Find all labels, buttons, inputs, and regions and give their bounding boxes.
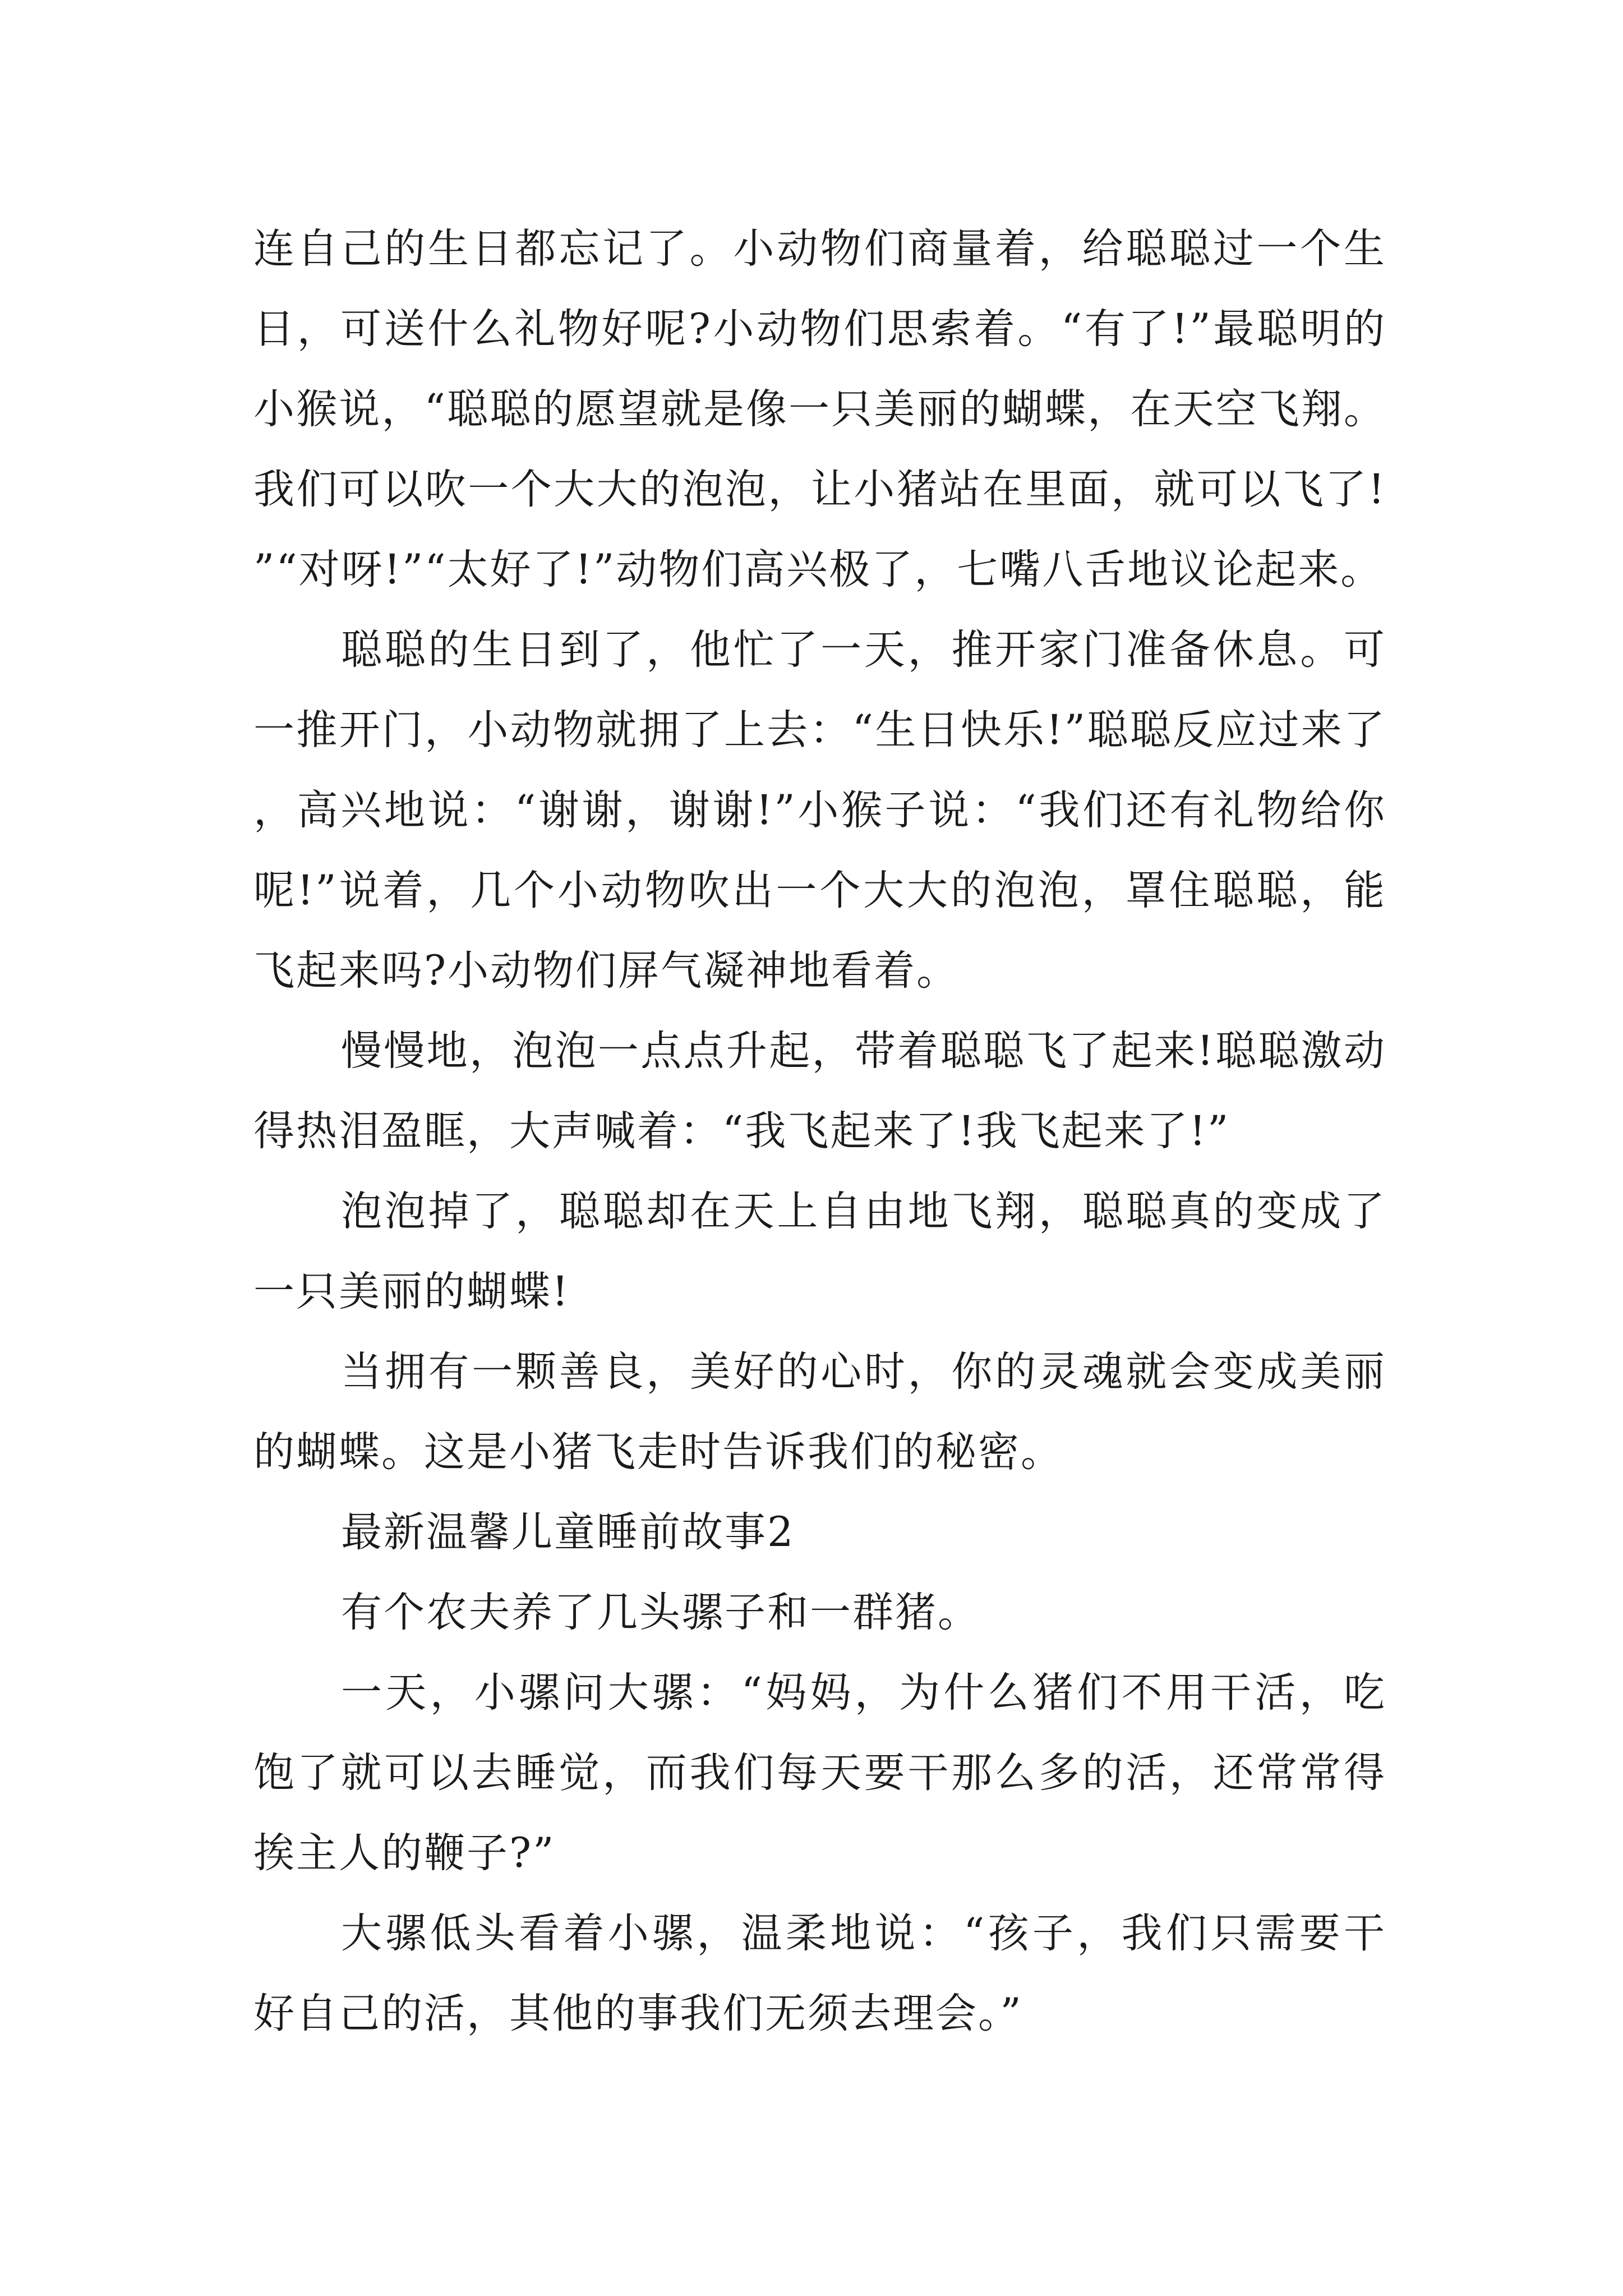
paragraph-big-mule-answer: 大骡低头看着小骡，温柔地说：“孩子，我们只需要干好自己的活，其他的事我们无须去理会。” — [253, 1910, 1386, 2037]
paragraph-birthday: 聪聪的生日到了，他忙了一天，推开家门准备休息。可一推开门，小动物就拥了上去：“生日快乐!”聪聪反应过来了，高兴地说：“谢谢，谢谢!”小猴子说：“我们还有礼物给你呢!”说着，几个小动物吹出一个大大的泡泡，罩住聪聪，能飞起来吗?小动物们屏气凝神地看着。 — [253, 626, 1386, 995]
paragraph-farmer: 有个农夫养了几头骡子和一群猪。 — [341, 1589, 980, 1636]
paragraph-moral: 当拥有一颗善良，美好的心时，你的灵魂就会变成美丽的蝴蝶。这是小猪飞走时告诉我们的秘密。 — [253, 1348, 1386, 1476]
paragraph-little-mule-question: 一天，小骡问大骡：“妈妈，为什么猪们不用干活，吃饱了就可以去睡觉，而我们每天要干那么多的活，还常常得挨主人的鞭子?” — [253, 1669, 1386, 1877]
document-body — [253, 209, 1386, 2054]
paragraph-flying: 慢慢地，泡泡一点点升起，带着聪聪飞了起来!聪聪激动得热泪盈眶，大声喊着：“我飞起来了!我飞起来了!” — [253, 1027, 1386, 1155]
section-title: 最新温馨儿童睡前故事2 — [341, 1508, 795, 1556]
paragraph-continuation: 连自己的生日都忘记了。小动物们商量着，给聪聪过一个生日，可送什么礼物好呢?小动物们思索着。“有了!”最聪明的小猴说，“聪聪的愿望就是像一只美丽的蝴蝶，在天空飞翔。我们可以吹一个大大的泡泡，让小猪站在里面，就可以飞了!”“对呀!”“太好了!”动物们高兴极了，七嘴八舌地议论起来。 — [253, 225, 1386, 593]
paragraph-butterfly: 泡泡掉了，聪聪却在天上自由地飞翔，聪聪真的变成了一只美丽的蝴蝶! — [253, 1188, 1386, 1315]
